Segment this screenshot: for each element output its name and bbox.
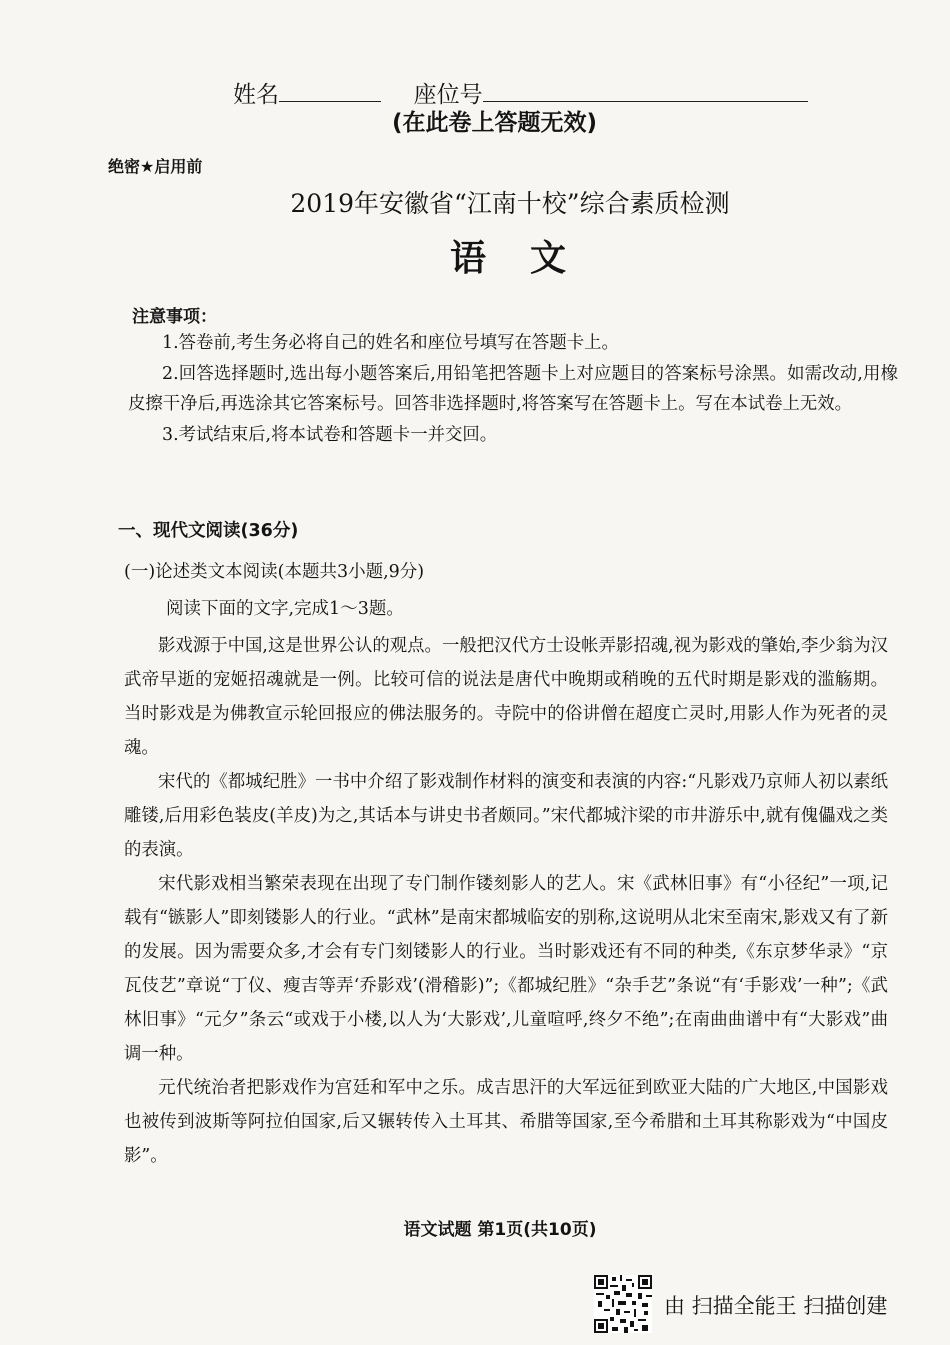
notes-heading: 注意事项： [132,307,217,327]
passage-paragraph: 元代统治者把影戏作为宫廷和军中之乐。成吉思汗的大军远征到欧亚大陆的广大地区,中国影戏也被传到波斯等阿拉伯国家,后又辗转传入土耳其、希腊等国家,至今希腊和土耳其称影戏为“中国皮影”。 [124,1078,888,1166]
reading-instruction: 阅读下面的文字,完成1～3题。 [166,599,404,619]
passage-paragraph: 影戏源于中国,这是世界公认的观点。一般把汉代方士设帐弄影招魂,视为影戏的肇始,李少翁为汉武帝早逝的宠姬招魂就是一例。比较可信的说法是唐代中晚期或稍晚的五代时期是影戏的滥觞期。当时影戏是为佛教宣示轮回报应的佛法服务的。寺院中的俗讲僧在超度亡灵时,用影人作为死者的灵魂。 [124,636,888,758]
passage-paragraph: 宋代影戏相当繁荣表现在出现了专门制作镂刻影人的艺人。宋《武林旧事》有“小径纪”一项,记载有“镞影人”即刻镂影人的行业。“武林”是南宋都城临安的别称,这说明从北宋至南宋,影戏又有了新的发展。因为需要众多,才会有专门刻镂影人的行业。当时影戏还有不同的种类,《东京梦华录》“京瓦伎艺”章说“丁仪、瘦吉等弄‘乔影戏’(滑稽影)”;《都城纪胜》“杂手艺”条说“有‘手影戏’一种”;《武林旧事》“元夕”条云“或戏于小楼,以人为‘大影戏’,儿童喧呼,终夕不绝”;在南曲曲谱中有“大影戏”曲调一种。 [124,874,888,1064]
qr-code-icon [594,1275,652,1333]
invalid-notice: (在此卷上答题无效) [392,110,598,136]
reading-passage [124,629,888,1173]
subject-title: 语 文 [449,238,570,279]
name-blank [279,79,381,102]
seat-label: 座位号 [413,82,483,108]
page-footer: 语文试题 第1页(共10页) [403,1220,597,1240]
seat-blank [483,79,808,102]
secret-mark: 绝密★启用前 [108,157,203,176]
exam-title: 2019年安徽省“江南十校”综合素质检测 [290,189,730,218]
subsection-title: (一)论述类文本阅读(本题共3小题,9分) [124,562,425,582]
section-title: 一、现代文阅读(36分) [118,521,299,541]
scanner-watermark: 由 扫描全能王 扫描创建 [664,1294,888,1318]
passage-paragraph: 宋代的《都城纪胜》一书中介绍了影戏制作材料的演变和表演的内容:“凡影戏乃京师人初以素纸雕镂,后用彩色装皮(羊皮)为之,其话本与讲史书者颇同。”宋代都城汴梁的市井游乐中,就有傀儡戏之类的表演。 [124,772,888,860]
name-label: 姓名 [233,82,279,108]
note-item: 2.回答选择题时,选出每小题答案后,用铅笔把答题卡上对应题目的答案标号涂黑。如需改动,用橡皮擦干净后,再选涂其它答案标号。回答非选择题时,将答案写在答题卡上。写在本试卷上无效。 [128,363,898,414]
notes-list [128,328,898,450]
note-item: 3.考试结束后,将本试卷和答题卡一并交回。 [162,424,498,445]
note-item: 1.答卷前,考生务必将自己的姓名和座位号填写在答题卡上。 [162,333,619,353]
